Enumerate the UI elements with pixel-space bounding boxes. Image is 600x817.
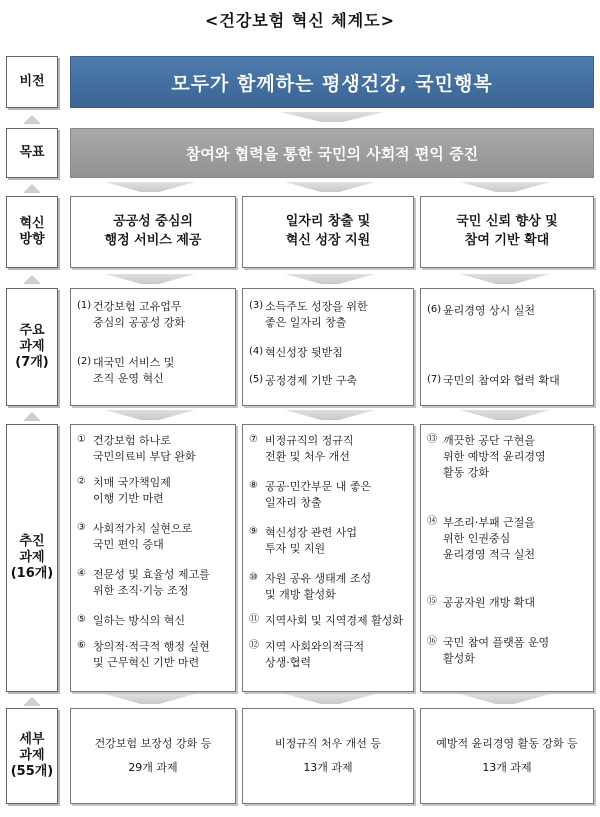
push-task-item: ④ 전문성 및 효율성 제고를 위한 조직·기능 조정 [77, 568, 210, 597]
direction-box-3: 국민 신뢰 향상 및 참여 기반 확대 [420, 196, 594, 268]
down-arrow-icon [460, 694, 550, 704]
down-arrow-icon [105, 410, 195, 420]
vision-label: 비전 [6, 56, 58, 108]
direction-box-2: 일자리 창출 및 혁신 성장 지원 [242, 196, 414, 268]
detail-task-label: 세부 과제 (55개) [6, 708, 58, 804]
push-task-item: ① 건강보험 하나로 국민의료비 부담 완화 [77, 434, 196, 463]
push-task-item: ⑦ 비정규직의 정규직 전환 및 처우 개선 [249, 434, 354, 463]
push-task-box-1 [70, 424, 236, 692]
down-arrow-icon [105, 182, 195, 192]
push-task-item: ⑫ 지역 사회와의적극적 상생·협력 [249, 640, 365, 669]
detail-task-text: 비정규직 처우 개선 등 [274, 736, 382, 750]
direction-box-1: 공공성 중심의 행정 서비스 제공 [70, 196, 236, 268]
detail-task-text: 예방적 윤리경영 활동 강화 등 [436, 736, 578, 750]
up-arrow-icon [23, 412, 41, 421]
major-task-box-1 [70, 288, 236, 406]
down-arrow-icon [285, 694, 375, 704]
detail-task-count: 13개 과제 [482, 761, 532, 774]
push-task-item: ② 치매 국가책임제 이행 기반 마련 [77, 476, 171, 505]
down-arrow-icon [460, 274, 550, 284]
detail-task-box-3 [420, 708, 594, 804]
down-arrow-icon [105, 694, 195, 704]
major-task-item: (2) 대국민 서비스 및 조직 운영 혁신 [77, 356, 175, 385]
push-task-box-3 [420, 424, 594, 692]
down-arrow-icon [280, 112, 384, 122]
major-task-box-3 [420, 288, 594, 406]
up-arrow-icon [23, 697, 41, 706]
major-task-item: (3) 소득주도 성장을 위한 좋은 일자리 창출 [249, 300, 368, 329]
down-arrow-icon [460, 182, 550, 192]
major-task-box-2 [242, 288, 414, 406]
goal-banner: 참여와 협력을 통한 국민의 사회적 편익 증진 [70, 128, 594, 178]
major-task-item: (1) 건강보험 고유업무 중심의 공공성 강화 [77, 300, 186, 329]
push-task-item: ⑩ 자원 공유 생태계 조성 및 개방 활성화 [249, 572, 372, 601]
down-arrow-icon [285, 182, 375, 192]
up-arrow-icon [23, 115, 41, 124]
push-task-item: ③ 사회적가치 실현으로 국민 편익 증대 [77, 522, 193, 551]
down-arrow-icon [460, 410, 550, 420]
up-arrow-icon [23, 184, 41, 193]
down-arrow-icon [285, 410, 375, 420]
vision-banner: 모두가 함께하는 평생건강, 국민행복 [70, 56, 594, 108]
push-task-item: ⑤ 일하는 방식의 혁신 [77, 614, 186, 627]
major-task-item: (7) 국민의 참여와 협력 확대 [427, 374, 560, 387]
push-task-item: ⑮ 공공자원 개방 확대 [427, 596, 536, 609]
major-task-item: (4) 혁신성장 뒷받침 [249, 346, 343, 359]
detail-task-box-1 [70, 708, 236, 804]
push-task-item: ⑭ 부조리·부패 근절을 위한 인권중심 윤리경영 적극 실천 [427, 516, 536, 561]
push-task-box-2 [242, 424, 414, 692]
down-arrow-icon [285, 274, 375, 284]
push-task-item: ⑬ 깨끗한 공단 구현을 위한 예방적 윤리경영 활동 강화 [427, 434, 546, 479]
up-arrow-icon [23, 275, 41, 284]
major-task-item: (5) 공정경제 기반 구축 [249, 374, 358, 387]
push-task-item: ⑧ 공공·민간부문 내 좋은 일자리 창출 [249, 480, 372, 509]
goal-label: 목표 [6, 128, 58, 178]
detail-task-count: 13개 과제 [303, 761, 353, 774]
major-task-label: 주요 과제 (7개) [6, 288, 58, 406]
detail-task-text: 건강보험 보장성 강화 등 [94, 736, 212, 750]
detail-task-box-2 [242, 708, 414, 804]
push-task-item: ⑨ 혁신성장 관련 사업 투자 및 지원 [249, 526, 358, 555]
push-task-item: ⑥ 창의적·적극적 행정 실현 및 근무혁신 기반 마련 [77, 640, 210, 669]
major-task-item: (6) 윤리경영 상시 실천 [427, 304, 536, 317]
direction-label: 혁신 방향 [6, 196, 58, 268]
down-arrow-icon [105, 274, 195, 284]
detail-task-count: 29개 과제 [128, 761, 178, 774]
push-task-item: ⑯ 국민 참여 플랫폼 운영 활성화 [427, 636, 550, 665]
push-task-item: ⑪ 지역사회 및 지역경제 활성화 [249, 614, 404, 627]
push-task-label: 추진 과제 (16개) [6, 424, 58, 692]
page-title: <건강보험 혁신 체계도> [204, 11, 396, 30]
